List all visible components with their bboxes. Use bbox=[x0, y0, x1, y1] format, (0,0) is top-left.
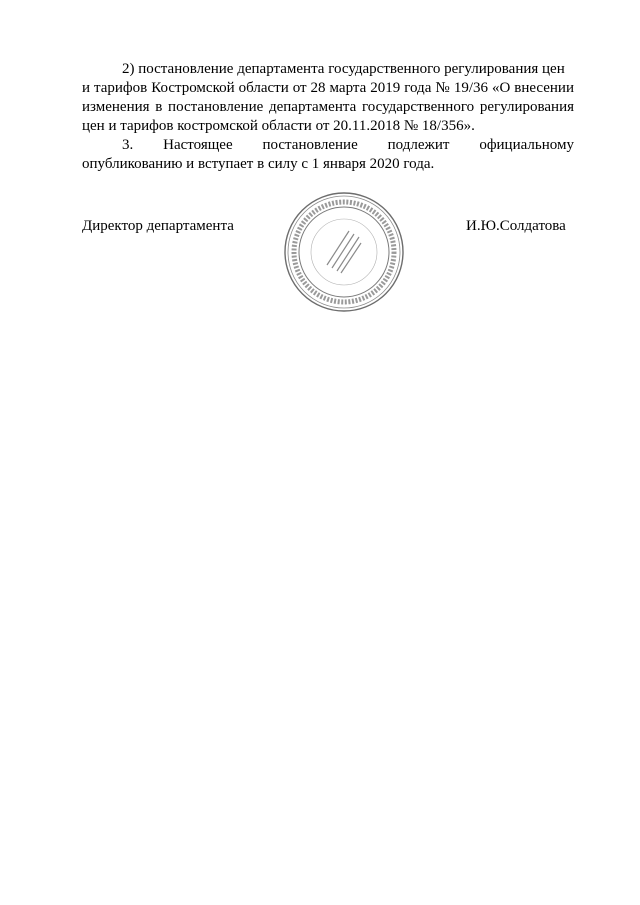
item-3-word-4: официальному bbox=[479, 137, 574, 153]
signatory-position: Директор департамента bbox=[82, 218, 234, 234]
paragraph-item-3-first-line bbox=[82, 136, 574, 155]
stamp-text-ring-texture bbox=[294, 202, 394, 302]
signatory-name: И.Ю.Солдатова bbox=[466, 218, 566, 234]
stamp-outer-ring bbox=[285, 193, 403, 311]
stamp-center-texture bbox=[327, 231, 361, 273]
official-stamp-seal bbox=[283, 191, 405, 313]
item-3-word-3: подлежит bbox=[387, 137, 450, 153]
stamp-outer-ring-inner bbox=[288, 196, 400, 308]
item-2-body: и тарифов Костромской области от 28 марта 2019 года № 19/36 «О внесении изменения в постановление департамента государственного регулирования цен и тарифов костромской области от 20.11.2018 № 18/356». bbox=[82, 80, 574, 134]
item-3-rest: опубликованию и вступает в силу с 1 января 2020 года. bbox=[82, 156, 435, 172]
paragraph-item-2-body bbox=[82, 79, 574, 136]
document-body bbox=[82, 60, 574, 174]
stamp-middle-ring bbox=[299, 207, 389, 297]
item-3-number: 3. bbox=[122, 137, 134, 153]
paragraph-item-3-rest bbox=[82, 155, 574, 174]
item-3-word-2: постановление bbox=[262, 137, 358, 153]
item-2-first-line: 2) постановление департамента государственного регулирования цен bbox=[122, 61, 565, 77]
stamp-inner-ring bbox=[311, 219, 377, 285]
paragraph-item-2-first-line bbox=[82, 60, 574, 79]
item-3-word-1: Настоящее bbox=[163, 137, 233, 153]
